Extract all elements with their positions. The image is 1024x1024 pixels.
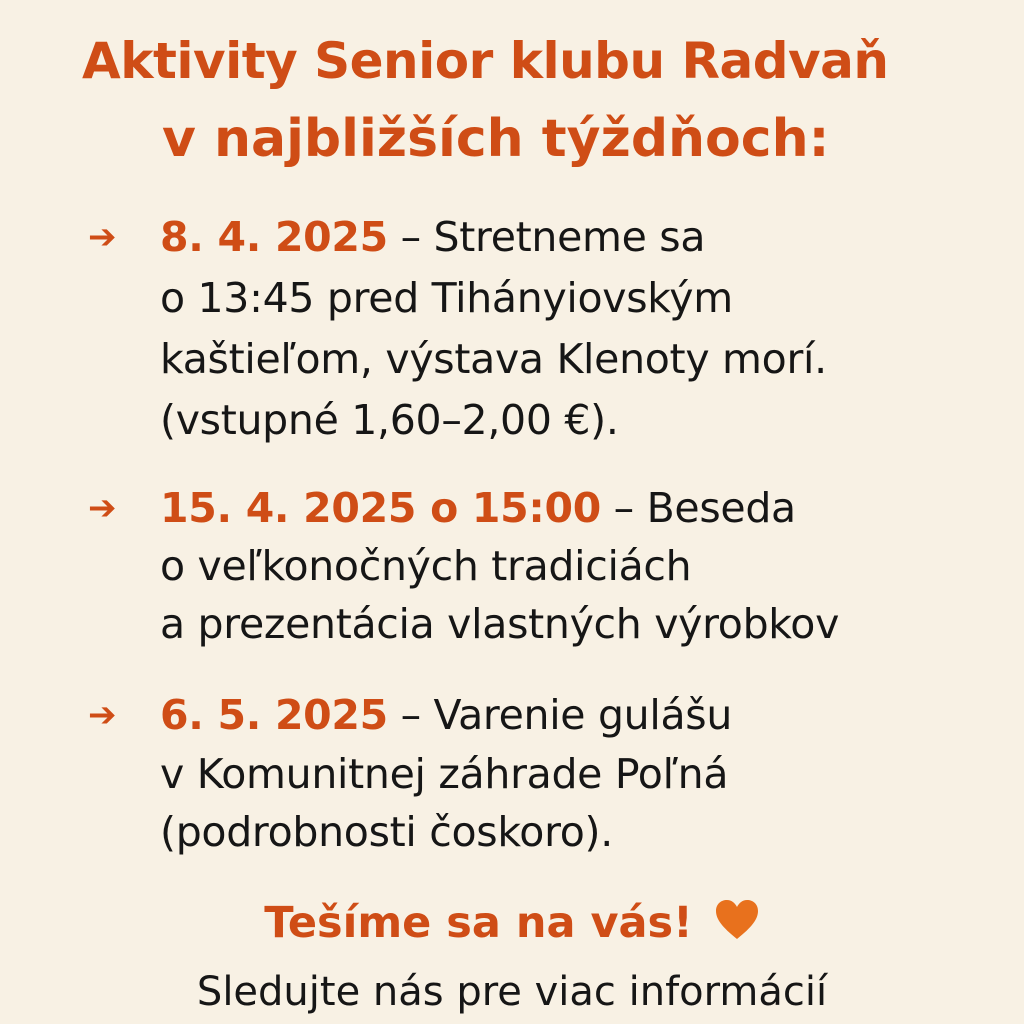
event-line <box>160 210 705 264</box>
greeting-text: Tešíme sa na vás! <box>264 898 693 948</box>
page-title-line-2: v najbližších týždňoch: <box>162 109 830 169</box>
event-detail-line: v Komunitnej záhrade Poľná <box>160 750 729 798</box>
heart-icon <box>714 897 760 957</box>
event-title: – Varenie gulášu <box>387 691 733 739</box>
arrow-right-icon: ➔ <box>88 488 117 528</box>
arrow-right-icon: ➔ <box>88 217 117 257</box>
event-detail-line: (podrobnosti čoskoro). <box>160 808 613 856</box>
event-title: – Beseda <box>600 484 796 532</box>
event-detail-line: (vstupné 1,60–2,00 €). <box>160 396 619 444</box>
event-date: 6. 5. 2025 <box>160 691 388 739</box>
event-line <box>160 688 732 742</box>
page-title-line-1: Aktivity Senior klubu Radvaň <box>82 32 889 90</box>
event-detail-line: a prezentácia vlastných výrobkov <box>160 600 840 648</box>
event-line <box>160 481 796 535</box>
event-date: 8. 4. 2025 <box>160 213 388 261</box>
arrow-right-icon: ➔ <box>88 695 117 735</box>
footer-info: Sledujte nás pre viac informácií <box>196 969 828 1015</box>
greeting <box>0 893 1024 957</box>
event-detail-line: o veľkonočných tradiciách <box>160 542 692 590</box>
event-date: 15. 4. 2025 o 15:00 <box>160 484 601 532</box>
event-title: – Stretneme sa <box>387 213 706 261</box>
event-detail-line: kaštieľom, výstava Klenoty morí. <box>160 335 827 383</box>
event-detail-line: o 13:45 pred Tihányiovským <box>160 274 733 322</box>
